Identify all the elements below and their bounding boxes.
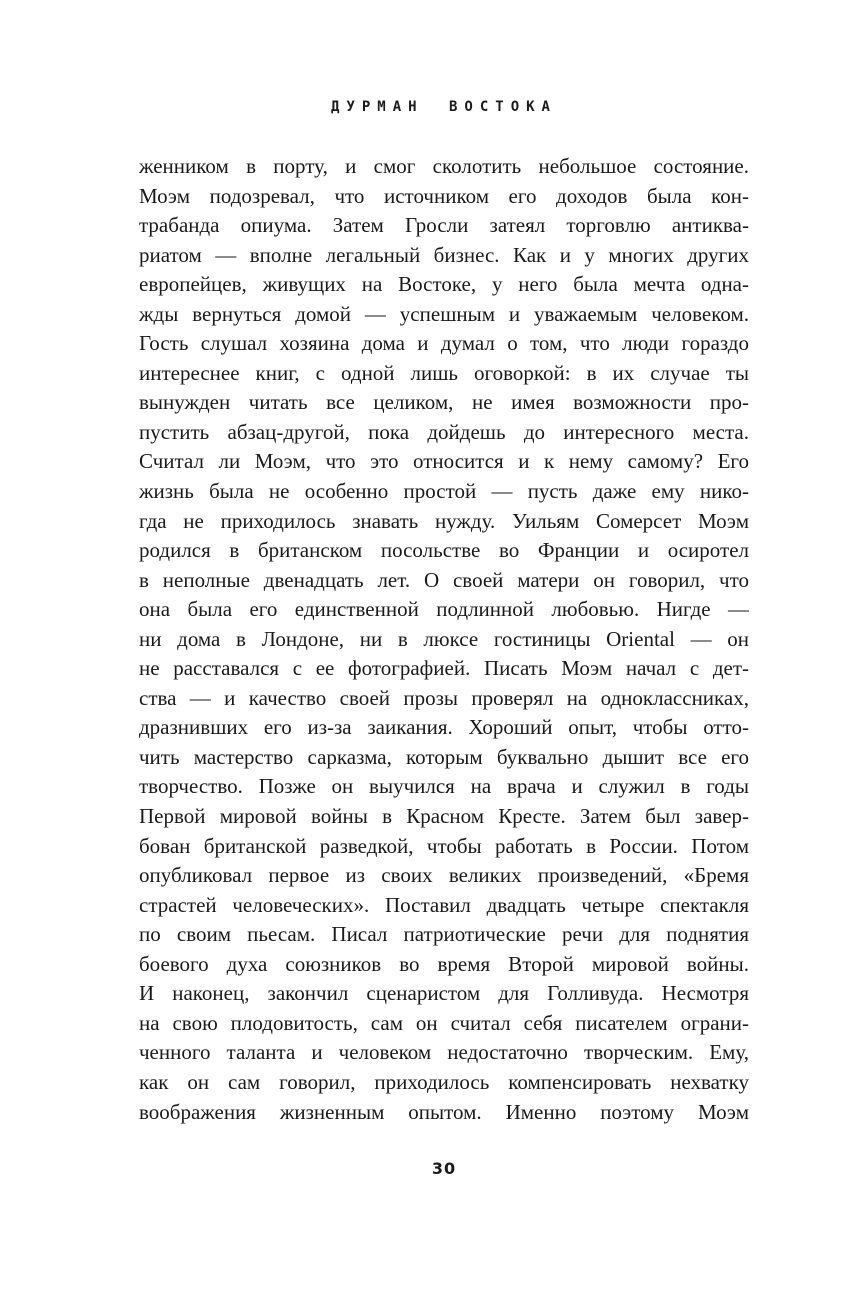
text-line: по своим пьесам. Писал патриотические речи для поднятия [139,922,749,947]
text-line: жизнь была не особенно простой — пусть даже ему нико- [139,479,749,504]
text-line: интереснее книг, с одной лишь оговоркой: в их случае ты [139,360,749,385]
text-line: опубликовал первое из своих великих произведений, «Бремя [139,863,749,888]
text-line: риатом — вполне легальный бизнес. Как и у многих других [139,242,749,267]
text-line: в неполные двенадцать лет. О своей матери он говорил, что [139,567,749,592]
text-line: боевого духа союзников во время Второй мировой войны. [139,951,749,976]
text-line: Гость слушал хозяина дома и думал о том, что люди гораздо [139,331,749,356]
text-line: И наконец, закончил сценаристом для Голливуда. Несмотря [139,981,749,1006]
text-line: бован британской разведкой, чтобы работать в России. Потом [139,833,749,858]
text-line: на свою плодовитость, сам он считал себя писателем ограни- [139,1010,749,1035]
text-line: страстей человеческих». Поставил двадцать четыре спектакля [139,892,749,917]
text-line: чить мастерство сарказма, которым буквально дышит все его [139,744,749,769]
body-text [139,152,749,1127]
text-line: Моэм подозревал, что источником его доходов была кон- [139,183,749,208]
text-line: творчество. Позже он выучился на врача и служил в годы [139,774,749,799]
text-line: жды вернуться домой — успешным и уважаемым человеком. [139,301,749,326]
text-line: Считал ли Моэм, что это относится и к нему самому? Его [139,449,749,474]
text-line: трабанда опиума. Затем Гросли затеял торговлю антиква- [139,213,749,238]
text-line: вынужден читать все целиком, не имея возможности про- [139,390,749,415]
text-line: она была его единственной подлинной любовью. Нигде — [139,597,749,622]
page-number: 30 [431,1159,457,1178]
text-line: европейцев, живущих на Востоке, у него была мечта одна- [139,272,749,297]
text-line: воображения жизненным опытом. Именно поэтому Моэм [139,1099,749,1124]
text-line: ства — и качество своей прозы проверял на одноклассниках, [139,685,749,710]
text-line: Первой мировой войны в Красном Кресте. Затем был завер- [139,804,749,829]
text-line: ни дома в Лондоне, ни в люксе гостиницы Oriental — он [139,626,749,651]
text-line: родился в британском посольстве во Франции и осиротел [139,538,749,563]
text-line: как он сам говорил, приходилось компенсировать нехватку [139,1069,749,1094]
text-line: женником в порту, и смог сколотить небольшое состояние. [139,154,749,178]
text-line: гда не приходилось знавать нужду. Уильям Сомерсет Моэм [139,508,749,533]
text-line: пустить абзац-другой, пока дойдешь до интересного места. [139,419,749,444]
text-line: дразнивших его из-за заикания. Хороший опыт, чтобы отто- [139,715,749,740]
running-header: ДУРМАН ВОСТОКА [330,99,557,115]
text-line: ченного таланта и человеком недостаточно творческим. Ему, [139,1040,749,1065]
text-line: не расставался с ее фотографией. Писать Моэм начал с дет- [139,656,749,681]
